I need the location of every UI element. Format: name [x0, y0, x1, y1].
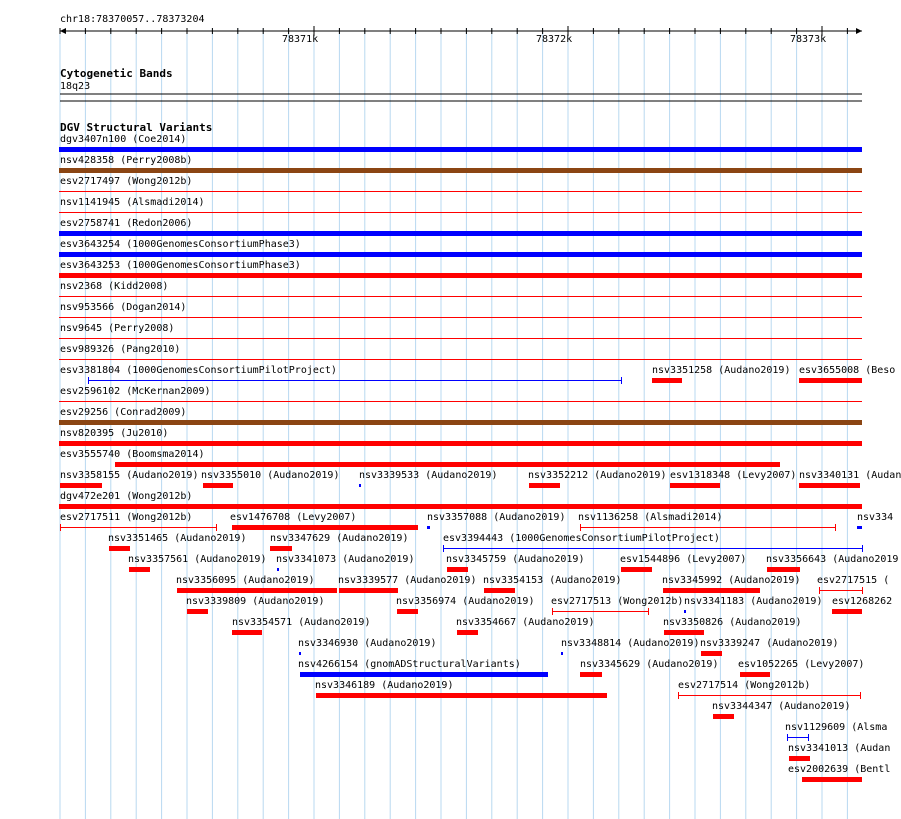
sv-feature-glyph[interactable]	[277, 568, 279, 571]
sv-feature-label[interactable]: nsv3348814 (Audano2019)	[561, 638, 700, 649]
sv-feature-glyph[interactable]	[109, 546, 130, 551]
sv-feature-glyph[interactable]	[397, 609, 418, 614]
sv-feature-glyph[interactable]	[359, 484, 361, 487]
cytoband-title: Cytogenetic Bands	[60, 67, 173, 80]
sv-feature-glyph[interactable]	[59, 147, 862, 152]
sv-feature-label[interactable]: esv2002639 (Bentl	[788, 764, 891, 775]
sv-feature-label[interactable]: esv2717511 (Wong2012b)	[60, 512, 193, 523]
sv-feature-glyph[interactable]	[59, 273, 862, 278]
cytoband-label: 18q23	[60, 81, 91, 92]
sv-feature-endcap	[860, 692, 861, 699]
sv-feature-glyph[interactable]	[621, 567, 652, 572]
sv-feature-glyph[interactable]	[767, 567, 800, 572]
sv-feature-label[interactable]: nsv3339809 (Audano2019)	[186, 596, 325, 607]
sv-feature-label[interactable]: nsv334	[857, 512, 894, 523]
sv-feature-label[interactable]: nsv3354153 (Audano2019)	[483, 575, 622, 586]
sv-feature-glyph[interactable]	[203, 483, 233, 488]
sv-feature-label[interactable]: esv3655008 (Beso	[799, 365, 896, 376]
sv-feature-glyph[interactable]	[270, 546, 292, 551]
sv-feature-label[interactable]: esv3555740 (Boomsma2014)	[60, 449, 205, 460]
sv-feature-glyph[interactable]	[529, 483, 560, 488]
sv-feature-glyph[interactable]	[316, 693, 607, 698]
sv-feature-glyph[interactable]	[799, 483, 860, 488]
sv-feature-glyph[interactable]	[232, 630, 262, 635]
sv-feature-label[interactable]: esv3394443 (1000GenomesConsortiumPilotProject)	[443, 533, 720, 544]
sv-feature-glyph[interactable]	[115, 462, 780, 467]
sv-feature-label[interactable]: nsv3357088 (Audano2019)	[427, 512, 566, 523]
sv-feature-label[interactable]: esv1476708 (Levy2007)	[230, 512, 357, 523]
sv-feature-glyph[interactable]	[484, 588, 515, 593]
sv-feature-label[interactable]: esv2758741 (Redon2006)	[60, 218, 193, 229]
sv-feature-label[interactable]: nsv3355010 (Audano2019)	[201, 470, 340, 481]
sv-feature-glyph[interactable]	[857, 526, 862, 529]
sv-feature-glyph[interactable]	[787, 737, 808, 738]
sv-feature-glyph[interactable]	[232, 525, 418, 530]
sv-feature-glyph[interactable]	[670, 483, 720, 488]
sv-feature-glyph[interactable]	[580, 672, 602, 677]
sv-feature-label[interactable]: nsv3339247 (Audano2019)	[700, 638, 839, 649]
sv-feature-glyph[interactable]	[300, 672, 548, 677]
sv-feature-glyph[interactable]	[427, 526, 430, 529]
sv-feature-label[interactable]: nsv3344347 (Audano2019)	[712, 701, 851, 712]
sv-feature-label[interactable]: nsv3339577 (Audano2019)	[338, 575, 477, 586]
sv-feature-glyph[interactable]	[740, 672, 770, 677]
sv-feature-glyph[interactable]	[59, 420, 862, 425]
sv-feature-label[interactable]: esv3643254 (1000GenomesConsortiumPhase3)	[60, 239, 301, 250]
sv-feature-glyph[interactable]	[59, 441, 862, 446]
sv-feature-label[interactable]: nsv2368 (Kidd2008)	[60, 281, 169, 292]
sv-feature-endcap	[835, 524, 836, 531]
sv-feature-label[interactable]: esv1318348 (Levy2007)	[670, 470, 797, 481]
sv-feature-endcap	[808, 734, 809, 741]
sv-feature-glyph[interactable]	[713, 714, 734, 719]
sv-feature-endcap	[621, 377, 622, 384]
sv-feature-glyph[interactable]	[59, 191, 862, 192]
sv-feature-glyph[interactable]	[443, 548, 862, 549]
ruler-arrow-left	[60, 28, 66, 34]
ruler-tick-label: 78372k	[536, 34, 573, 45]
sv-feature-label[interactable]: nsv3357561 (Audano2019)	[128, 554, 267, 565]
sv-feature-glyph[interactable]	[59, 401, 862, 402]
sv-feature-glyph[interactable]	[88, 380, 621, 381]
sv-feature-label[interactable]: esv1052265 (Levy2007)	[738, 659, 865, 670]
sv-feature-endcap	[552, 608, 553, 615]
sv-feature-label[interactable]: esv29256 (Conrad2009)	[60, 407, 187, 418]
sv-feature-label[interactable]: nsv3350826 (Audano2019)	[663, 617, 802, 628]
sv-feature-glyph[interactable]	[663, 588, 760, 593]
sv-feature-glyph[interactable]	[129, 567, 150, 572]
ruler-arrow-right	[856, 28, 862, 34]
sv-feature-label[interactable]: esv3643253 (1000GenomesConsortiumPhase3)	[60, 260, 301, 271]
sv-feature-glyph[interactable]	[552, 611, 648, 612]
sv-feature-label[interactable]: esv1544896 (Levy2007)	[620, 554, 747, 565]
sv-feature-glyph[interactable]	[447, 567, 468, 572]
sv-feature-label[interactable]: esv2717514 (Wong2012b)	[678, 680, 811, 691]
sv-feature-label[interactable]: nsv3356643 (Audano2019	[766, 554, 899, 565]
sv-feature-label[interactable]: nsv820395 (Ju2010)	[60, 428, 169, 439]
sv-feature-label[interactable]: esv989326 (Pang2010)	[60, 344, 181, 355]
sv-feature-label[interactable]: nsv4266154 (gnomADStructuralVariants)	[298, 659, 521, 670]
sv-feature-glyph[interactable]	[59, 212, 862, 213]
sv-feature-glyph[interactable]	[60, 483, 102, 488]
sv-feature-label[interactable]: nsv3345759 (Audano2019)	[446, 554, 585, 565]
sv-feature-label[interactable]: esv2717497 (Wong2012b)	[60, 176, 193, 187]
sv-feature-glyph[interactable]	[59, 359, 862, 360]
sv-feature-glyph[interactable]	[789, 756, 810, 761]
sv-feature-glyph[interactable]	[561, 652, 563, 655]
sv-feature-label[interactable]: nsv3346930 (Audano2019)	[298, 638, 437, 649]
sv-feature-label[interactable]: nsv3341013 (Audan	[788, 743, 891, 754]
sv-feature-label[interactable]: nsv3341183 (Audano2019)	[684, 596, 823, 607]
sv-feature-glyph[interactable]	[580, 527, 835, 528]
sv-feature-glyph[interactable]	[59, 168, 862, 173]
sv-feature-label[interactable]: nsv3345629 (Audano2019)	[580, 659, 719, 670]
sv-feature-label[interactable]: nsv3347629 (Audano2019)	[270, 533, 409, 544]
sv-feature-label[interactable]: nsv3352212 (Audano2019)	[528, 470, 667, 481]
sv-feature-glyph[interactable]	[678, 695, 860, 696]
sv-feature-glyph[interactable]	[59, 252, 862, 257]
sv-feature-label[interactable]: esv2717515 (	[817, 575, 890, 586]
ruler-tick-label: 78373k	[790, 34, 827, 45]
sv-feature-glyph[interactable]	[819, 590, 862, 591]
sv-feature-label[interactable]: nsv9645 (Perry2008)	[60, 323, 175, 334]
sv-feature-label[interactable]: nsv3356095 (Audano2019)	[176, 575, 315, 586]
sv-feature-glyph[interactable]	[59, 317, 862, 318]
sv-feature-label[interactable]: esv1268262	[832, 596, 893, 607]
sv-feature-endcap	[678, 692, 679, 699]
sv-feature-endcap	[648, 608, 649, 615]
sv-feature-glyph[interactable]	[59, 338, 862, 339]
sv-feature-endcap	[862, 545, 863, 552]
sv-feature-label[interactable]: nsv1136258 (Alsmadi2014)	[578, 512, 723, 523]
sv-feature-label[interactable]: nsv3346189 (Audano2019)	[315, 680, 454, 691]
sv-feature-endcap	[60, 524, 61, 531]
sv-feature-glyph[interactable]	[684, 610, 686, 613]
sv-feature-label[interactable]: nsv3354667 (Audano2019)	[456, 617, 595, 628]
sv-feature-glyph[interactable]	[802, 777, 862, 782]
dgv-track-title: DGV Structural Variants	[60, 121, 213, 134]
sv-feature-glyph[interactable]	[299, 652, 301, 655]
sv-feature-glyph[interactable]	[457, 630, 478, 635]
sv-feature-glyph[interactable]	[799, 378, 862, 383]
sv-feature-glyph[interactable]	[59, 231, 862, 236]
sv-feature-glyph[interactable]	[59, 504, 862, 509]
sv-feature-endcap	[862, 587, 863, 594]
sv-feature-label[interactable]: nsv3341073 (Audano2019)	[276, 554, 415, 565]
sv-feature-label[interactable]: nsv1141945 (Alsmadi2014)	[60, 197, 205, 208]
sv-feature-label[interactable]: nsv1129609 (Alsma	[785, 722, 888, 733]
sv-feature-endcap	[787, 734, 788, 741]
sv-feature-glyph[interactable]	[177, 588, 337, 593]
sv-feature-label[interactable]: nsv953566 (Dogan2014)	[60, 302, 187, 313]
sv-feature-label[interactable]: nsv3351258 (Audano2019)	[652, 365, 791, 376]
sv-feature-glyph[interactable]	[187, 609, 208, 614]
sv-feature-glyph[interactable]	[59, 296, 862, 297]
sv-feature-glyph[interactable]	[701, 651, 722, 656]
sv-feature-endcap	[443, 545, 444, 552]
sv-feature-glyph[interactable]	[60, 527, 216, 528]
sv-feature-endcap	[819, 587, 820, 594]
sv-feature-glyph[interactable]	[339, 588, 398, 593]
sv-feature-label[interactable]: esv2596102 (McKernan2009)	[60, 386, 211, 397]
sv-feature-label[interactable]: nsv3358155 (Audano2019)	[60, 470, 199, 481]
sv-feature-label[interactable]: nsv3345992 (Audano2019)	[662, 575, 801, 586]
ruler-tick-label: 78371k	[282, 34, 319, 45]
sv-feature-label[interactable]: nsv3354571 (Audano2019)	[232, 617, 371, 628]
sv-feature-endcap	[88, 377, 89, 384]
sv-feature-label[interactable]: esv2717513 (Wong2012b)	[551, 596, 684, 607]
sv-feature-label[interactable]: nsv3340131 (Audan	[799, 470, 901, 481]
sv-feature-label[interactable]: nsv3356974 (Audano2019)	[396, 596, 535, 607]
sv-feature-glyph[interactable]	[652, 378, 682, 383]
sv-feature-label[interactable]: nsv428358 (Perry2008b)	[60, 155, 193, 166]
sv-feature-endcap	[580, 524, 581, 531]
sv-feature-glyph[interactable]	[832, 609, 862, 614]
sv-feature-label[interactable]: nsv3351465 (Audano2019)	[108, 533, 247, 544]
sv-feature-label[interactable]: nsv3339533 (Audano2019)	[359, 470, 498, 481]
sv-feature-endcap	[216, 524, 217, 531]
ruler-location: chr18:78370057..78373204	[60, 14, 205, 25]
sv-feature-label[interactable]: dgv472e201 (Wong2012b)	[60, 491, 193, 502]
sv-feature-label[interactable]: dgv3407n100 (Coe2014)	[60, 134, 187, 145]
sv-feature-label[interactable]: esv3381804 (1000GenomesConsortiumPilotProject)	[60, 365, 337, 376]
sv-feature-glyph[interactable]	[664, 630, 704, 635]
